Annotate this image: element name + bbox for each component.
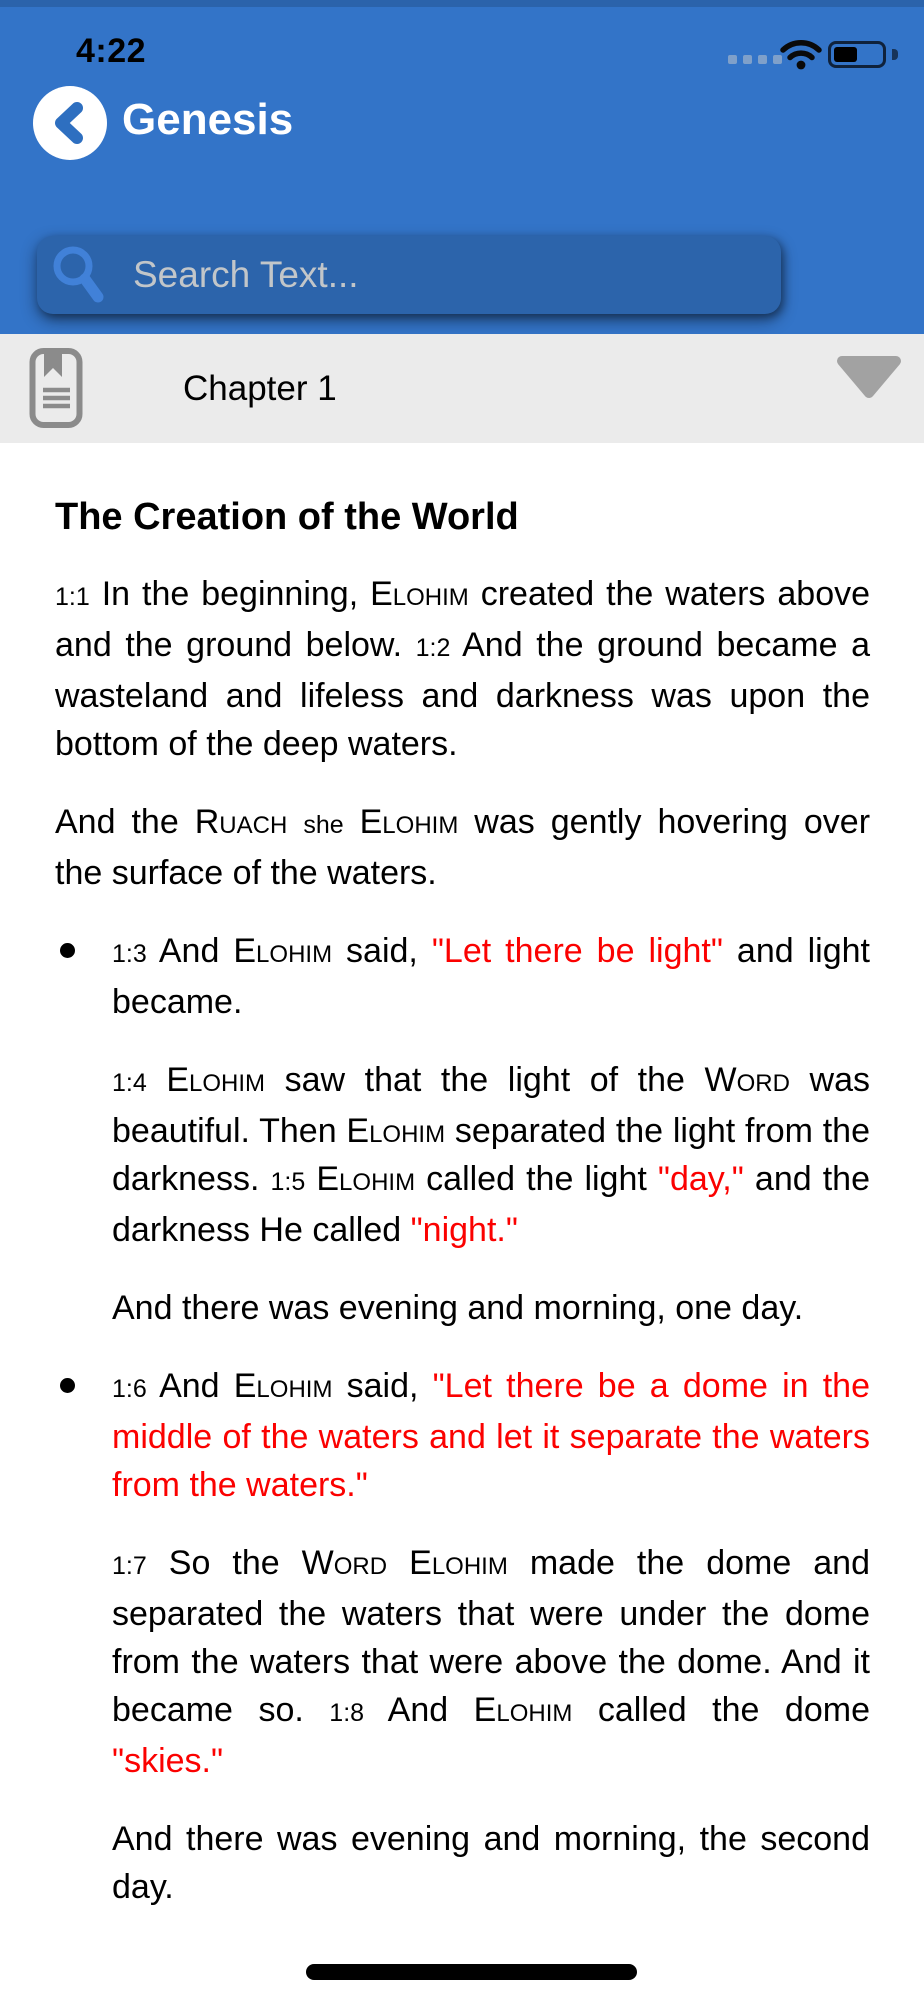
chapter-label: Chapter 1 [183, 368, 337, 408]
book-bookmark-icon [29, 346, 83, 430]
search-icon [49, 242, 107, 308]
header [0, 0, 924, 334]
chevron-left-icon [48, 99, 92, 147]
verse-bullet-item: 1:3 And Elohim said, "Let there be light" and light became. [112, 927, 870, 1026]
verse-bullet-item: 1:6 And Elohim said, "Let there be a dome in the middle of the waters and let it separate the waters from the waters." [112, 1362, 870, 1509]
search-bar [37, 236, 781, 314]
search-input[interactable] [107, 235, 781, 315]
verse-paragraph: And there was evening and morning, one day. [112, 1289, 804, 1327]
home-indicator[interactable] [306, 1964, 637, 1980]
verse-paragraph: And the Ruach she Elohim was gently hovering over the surface of the waters. [55, 803, 871, 892]
battery-nub [892, 49, 898, 60]
verse-paragraph: 1:4 Elohim saw that the light of the Word was beautiful. Then Elohim separated the light from the darkness. 1:5 Elohim called the light "day," and the darkness He called "night." [112, 1061, 870, 1249]
battery-icon [828, 41, 886, 68]
verse-paragraph: And there was evening and morning, the second day. [112, 1820, 870, 1906]
bullet-icon [60, 1378, 75, 1393]
battery-fill [834, 47, 857, 62]
triangle-down-icon [836, 355, 902, 399]
page-title: Genesis [122, 95, 294, 144]
cellular-signal-icon [728, 55, 782, 64]
verse-paragraphs [55, 570, 870, 1911]
section-heading: The Creation of the World [55, 496, 519, 538]
content-area [0, 443, 924, 1911]
wifi-icon [779, 38, 823, 70]
back-button[interactable] [33, 86, 107, 160]
verse-paragraph: 1:1 In the beginning, Elohim created the waters above and the ground below. 1:2 And the ground became a wasteland and lifeless and darkness was upon the bottom of the deep waters. [55, 575, 871, 763]
chapter-selector[interactable] [0, 334, 924, 443]
verse-paragraph: 1:7 So the Word Elohim made the dome and separated the waters that were under the dome from the waters that were above the dome. And it became so. 1:8 And Elohim called the dome "skies." [112, 1544, 870, 1780]
status-time: 4:22 [76, 32, 147, 70]
header-top-shade [0, 0, 924, 7]
bullet-icon [60, 943, 75, 958]
